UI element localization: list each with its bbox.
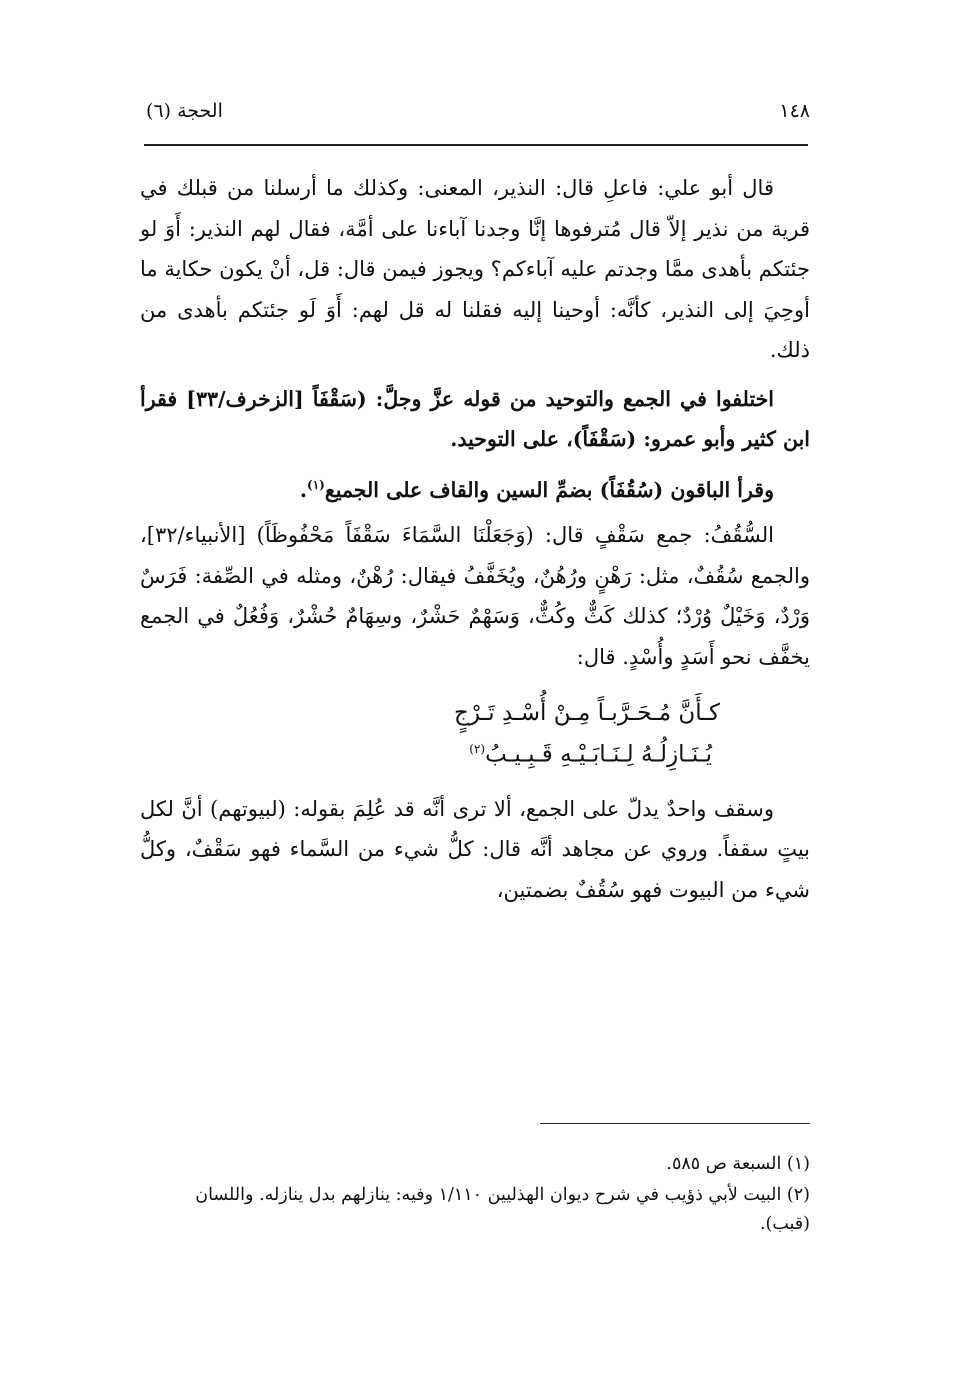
- running-title: الحجة (٦): [146, 100, 223, 122]
- page-number: ١٤٨: [779, 100, 810, 122]
- paragraph-suquf: السُّقُفُ: جمع سَقْفٍ قال: (وَجَعَلْنَا السَّمَاءَ سَقْفَاً مَحْفُوظَاً) [الأنبياء/٣٢]، والجمع سُقُفٌ، مثل: رَهْنٍ ورُهُنٌ، ويُخَفَّفُ فيقال: رُهْنٌ، ومثله في الصِّفة: فَرَسٌ وَرْدٌ، وَخَيْلٌ وُرْدٌ؛ كذلك كَثٌّ وكُثٌّ، وَسَهْمٌ حَشْرٌ، وسِهَامٌ حُشْرٌ، وَفُعُلٌ في الجمع يخفَّف نحو أَسَدٍ وأُسْدٍ. قال:: [140, 523, 810, 669]
- header-rule: [144, 144, 808, 146]
- footnote-mark-2: (٢): [469, 742, 486, 757]
- footnote-rule: [540, 1123, 810, 1124]
- paragraph-saqf-wahid: وسقف واحدٌ يدلّ على الجمع، ألا ترى أنَّه قد عُلِمَ بقوله: (لبيوتهم) أنَّ لكل بيتٍ سقفاً. وروي عن مجاهد أنَّه قال: كلُّ شيء من السَّماء فهو سَقْفٌ، وكلُّ شيء من البيوت فهو سُقُفٌ بضمتين،: [140, 796, 810, 902]
- verse-line-1: كـأَنَّ مُـحَـرَّبـاً مِـنْ أُسْـدِ تَـرْجٍ: [453, 700, 720, 727]
- main-text: [140, 168, 810, 910]
- footnotes: [140, 1150, 810, 1241]
- paragraph-abu-ali: قال أبو علي: فاعلِ قال: النذير، المعنى: وكذلك ما أرسلنا من قبلك في قرية من نذير إلاّ قال مُترفوها إنَّا وجدنا آباءنا على أمَّة، فقال لهم النذير: أَوَ لو جئتكم بأهدى ممَّا وجدتم عليه آباءكم؟ ويجوز فيمن قال: قل، أنْ يكون حكاية ما أوحِيَ إلى النذير، كأنَّه: أوحينا إليه فقلنا له قل لهم: أَوَ لَو جئتكم بأهدى من ذلك.: [140, 176, 810, 362]
- footnote-2: (٢) البيت لأبي ذؤيب في شرح ديوان الهذليين ١/١١٠ وفيه: ينازلهم بدل ينازله. واللسان (قبب).: [195, 1185, 810, 1234]
- poetry-verse: [140, 695, 810, 773]
- document-page: [140, 0, 810, 1376]
- paragraph-ikhtalafu: اختلفوا في الجمع والتوحيد من قوله عزَّ وجلَّ: (سَقْفَاً [الزخرف/٣٣] فقرأ ابن كثير وأبو عمرو: (سَقْفَاً)، على التوحيد.: [140, 386, 810, 451]
- page-header: [140, 100, 810, 134]
- paragraph-baqun: وقرأ الباقون (سُقُفَاً) بضمِّ السين والقاف على الجميع$^{(١)}$.: [299, 477, 774, 502]
- footnote-1: (١) السبعة ص ٥٨٥.: [666, 1154, 810, 1174]
- verse-line-2: [140, 731, 810, 773]
- footnote-mark-1: (١): [307, 477, 325, 492]
- paragraph-baqun-text: وقرأ الباقون (سُقُفَاً) بضمِّ السين والقاف على الجميع: [324, 477, 774, 502]
- verse-line-2-text: يُـنَـازِلُـهُ لِـنَـابَـيْـهِ قَـبِـيـبُ: [485, 741, 712, 768]
